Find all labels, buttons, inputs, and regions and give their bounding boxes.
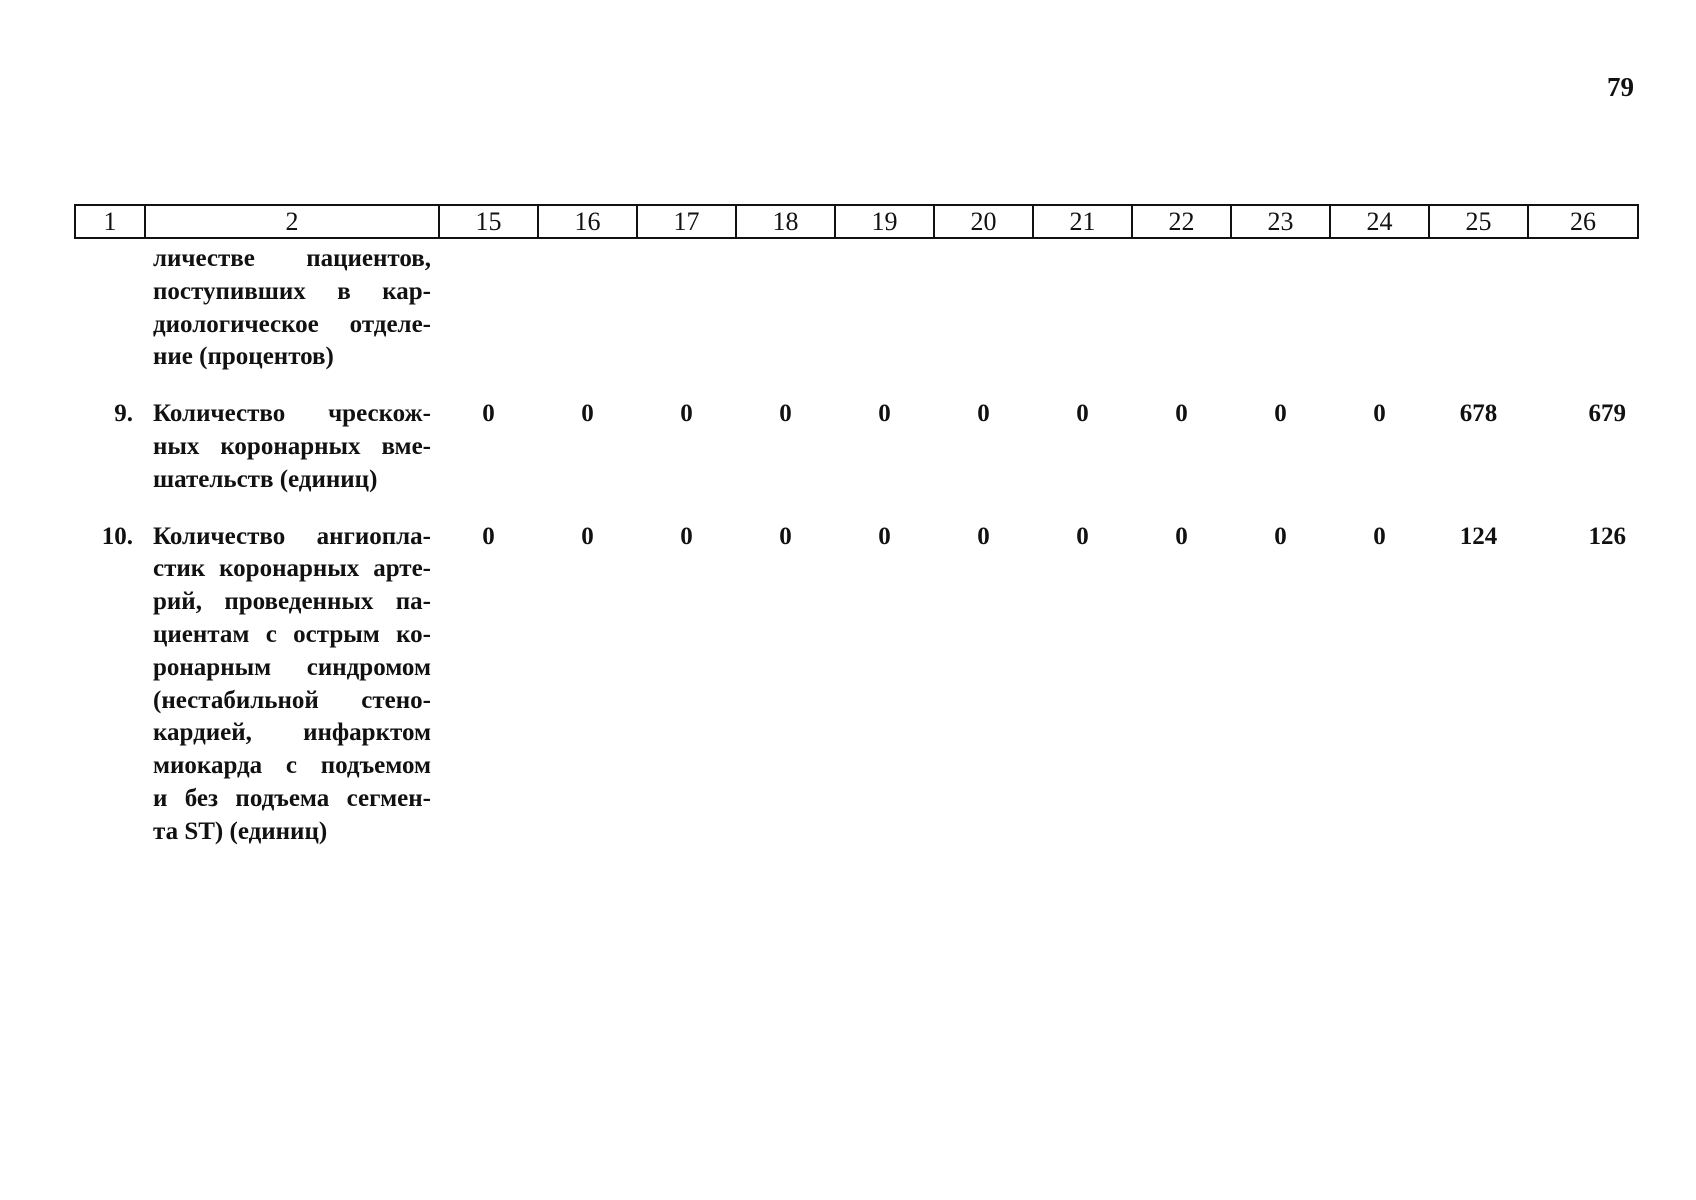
indicator-name-line: (нестабильной стено- (153, 686, 431, 714)
value-cell: 0 (581, 400, 594, 428)
value-cell (1429, 238, 1528, 396)
column-header: 22 (1132, 205, 1231, 238)
indicator-name-line: циентам с острым ко- (153, 620, 431, 648)
value-cell (1330, 238, 1429, 396)
indicator-name-line: миокарда с подъемом (153, 752, 431, 780)
value-cell (1033, 238, 1132, 396)
indicator-name (145, 396, 439, 518)
value-cell: 678 (1459, 400, 1498, 428)
indicator-name-line: рий, проведенных па- (153, 588, 431, 616)
value-cell: 0 (779, 522, 792, 550)
column-header: 2 (145, 205, 439, 238)
indicator-name (145, 238, 439, 396)
value-cell: 0 (1175, 522, 1188, 550)
page-number: 79 (1607, 72, 1634, 102)
indicator-name-line: кардией, инфарктом (153, 719, 431, 747)
value-cell (835, 238, 934, 396)
value-cell: 0 (878, 522, 891, 550)
column-header: 20 (934, 205, 1033, 238)
value-cell: 0 (1175, 400, 1188, 428)
value-cell: 0 (779, 400, 792, 428)
indicator-name-line: ных коронарных вме- (153, 432, 431, 460)
value-cell (1132, 238, 1231, 396)
indicator-name-line: поступивших в кар- (153, 277, 431, 305)
indicator-name-line: та ST) (единиц) (153, 817, 328, 845)
indicator-name-line: Количество чрескож- (153, 400, 431, 428)
table-row (75, 396, 1638, 518)
column-header: 1 (75, 205, 145, 238)
indicator-name-line: стик коронарных арте- (153, 555, 431, 583)
row-number: 9. (114, 400, 133, 428)
value-cell: 124 (1459, 522, 1498, 550)
value-cell: 0 (680, 400, 693, 428)
indicator-name-line: диологическое отделе- (153, 310, 431, 338)
column-header: 26 (1528, 205, 1638, 238)
value-cell: 0 (1076, 522, 1089, 550)
indicator-name-line: шательств (единиц) (153, 465, 378, 493)
value-cell: 0 (977, 400, 990, 428)
data-table (74, 204, 1639, 871)
value-cell (538, 238, 637, 396)
column-header: 25 (1429, 205, 1528, 238)
value-cell: 0 (482, 400, 495, 428)
indicator-name (145, 519, 439, 871)
column-header: 17 (637, 205, 736, 238)
indicator-name-line: Количество ангиопла- (153, 522, 431, 550)
column-header: 19 (835, 205, 934, 238)
column-header: 23 (1231, 205, 1330, 238)
value-cell: 0 (878, 400, 891, 428)
value-cell: 126 (1588, 522, 1626, 550)
value-cell: 0 (581, 522, 594, 550)
value-cell: 0 (977, 522, 990, 550)
value-cell (637, 238, 736, 396)
value-cell (439, 238, 538, 396)
value-cell: 0 (1373, 522, 1386, 550)
column-header: 21 (1033, 205, 1132, 238)
column-header: 16 (538, 205, 637, 238)
row-number: 10. (101, 522, 133, 550)
value-cell: 0 (1274, 522, 1287, 550)
value-cell (1231, 238, 1330, 396)
value-cell (736, 238, 835, 396)
table-row (75, 519, 1638, 871)
indicator-name-line: личестве пациентов, (153, 245, 431, 272)
value-cell: 0 (482, 522, 495, 550)
value-cell: 0 (680, 522, 693, 550)
column-header: 15 (439, 205, 538, 238)
value-cell: 0 (1373, 400, 1386, 428)
value-cell: 0 (1274, 400, 1287, 428)
indicator-name-line: ронарным синдромом (153, 653, 431, 681)
column-number-header-row (75, 205, 1638, 238)
column-header: 18 (736, 205, 835, 238)
value-cell (1528, 238, 1638, 396)
value-cell (934, 238, 1033, 396)
value-cell: 0 (1076, 400, 1089, 428)
row-number (75, 238, 145, 396)
table-row (75, 238, 1638, 396)
indicator-name-line: ние (процентов) (153, 343, 334, 371)
column-header: 24 (1330, 205, 1429, 238)
indicator-name-line: и без подъема сегмен- (153, 784, 431, 812)
value-cell: 679 (1588, 400, 1626, 428)
